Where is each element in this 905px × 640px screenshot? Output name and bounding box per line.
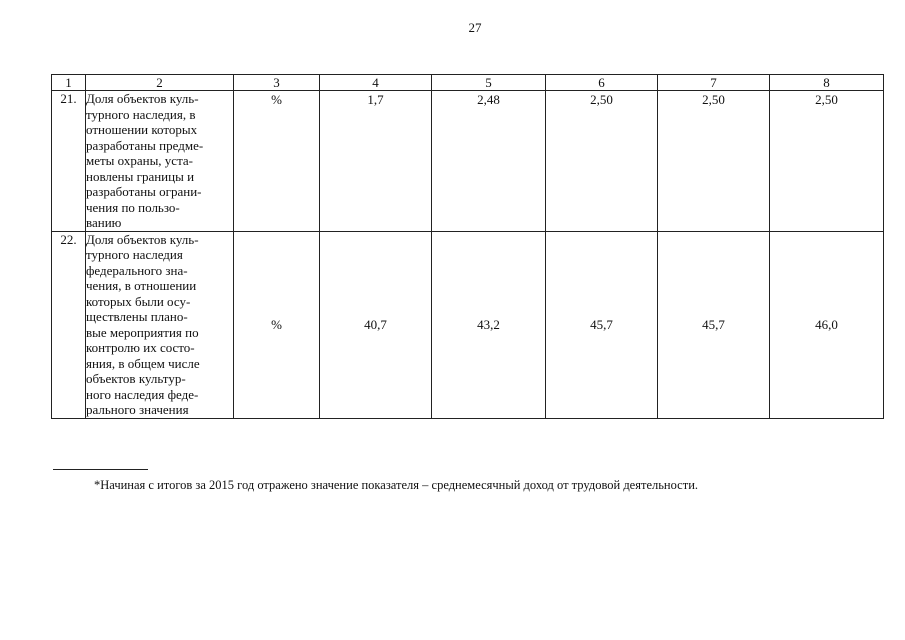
header-cell-2: 2 [86, 75, 234, 91]
value-cell: 40,7 [320, 231, 432, 418]
footnote: *Начиная с итогов за 2015 год отражено значение показателя – среднемесячный доход от трудовой деятельности. [94, 478, 699, 492]
value-cell: 43,2 [432, 231, 546, 418]
header-row [52, 75, 884, 91]
indicator-name-line: ванию [86, 215, 122, 230]
indicator-name-line: чения, в отношении [86, 278, 197, 293]
indicator-name-line: объектов культур- [86, 371, 186, 386]
header-cell-5: 5 [432, 75, 546, 91]
indicator-name-line: Доля объектов куль- [86, 231, 199, 247]
value-cell: 45,7 [658, 231, 770, 418]
value-cell: 2,50 [658, 91, 770, 232]
value-cell: 2,48 [432, 91, 546, 232]
indicator-name-line: чения по пользо- [86, 199, 180, 215]
value-cell: 45,7 [546, 231, 658, 418]
row-number: 21. [52, 91, 86, 232]
header-cell-7: 7 [658, 75, 770, 91]
indicator-name-line: новлены границы и [86, 168, 195, 184]
footnote-divider [53, 469, 148, 470]
indicator-name-line: отношении которых [86, 122, 198, 137]
indicator-name-line: турного наследия [86, 247, 183, 262]
header-cell-3: 3 [234, 75, 320, 91]
indicator-name-line: разработаны ограни- [86, 184, 202, 199]
table-row [52, 91, 884, 232]
indicator-name-line: турного наследия, в [86, 106, 196, 122]
page-number: 27 [468, 20, 482, 35]
indicator-name [86, 91, 234, 232]
table-row [52, 231, 884, 418]
indicators-table [51, 74, 884, 419]
indicator-name-line: федерального зна- [86, 262, 188, 278]
indicator-name-line: вые мероприятия по [86, 324, 199, 340]
unit-cell: % [234, 231, 320, 418]
value-cell: 46,0 [770, 231, 884, 418]
indicator-name-line: которых были осу- [86, 293, 191, 309]
indicator-name-line: яния, в общем числе [86, 355, 200, 371]
indicator-name-line: контролю их состо- [86, 340, 195, 355]
header-cell-1: 1 [52, 75, 86, 91]
indicator-name-line: меты охраны, уста- [86, 153, 194, 168]
unit-cell: % [234, 91, 320, 232]
indicator-name-line: ного наследия феде- [86, 386, 199, 402]
value-cell: 1,7 [320, 91, 432, 232]
header-cell-4: 4 [320, 75, 432, 91]
header-cell-6: 6 [546, 75, 658, 91]
indicator-name-line: ществлены плано- [86, 309, 188, 324]
value-cell: 2,50 [546, 91, 658, 232]
indicator-name-line: рального значения [86, 402, 189, 417]
value-cell: 2,50 [770, 91, 884, 232]
header-cell-8: 8 [770, 75, 884, 91]
row-number: 22. [52, 231, 86, 418]
indicator-name-line: разработаны предме- [86, 137, 204, 153]
indicator-name [86, 231, 234, 418]
indicator-name-line: Доля объектов куль- [86, 91, 199, 106]
